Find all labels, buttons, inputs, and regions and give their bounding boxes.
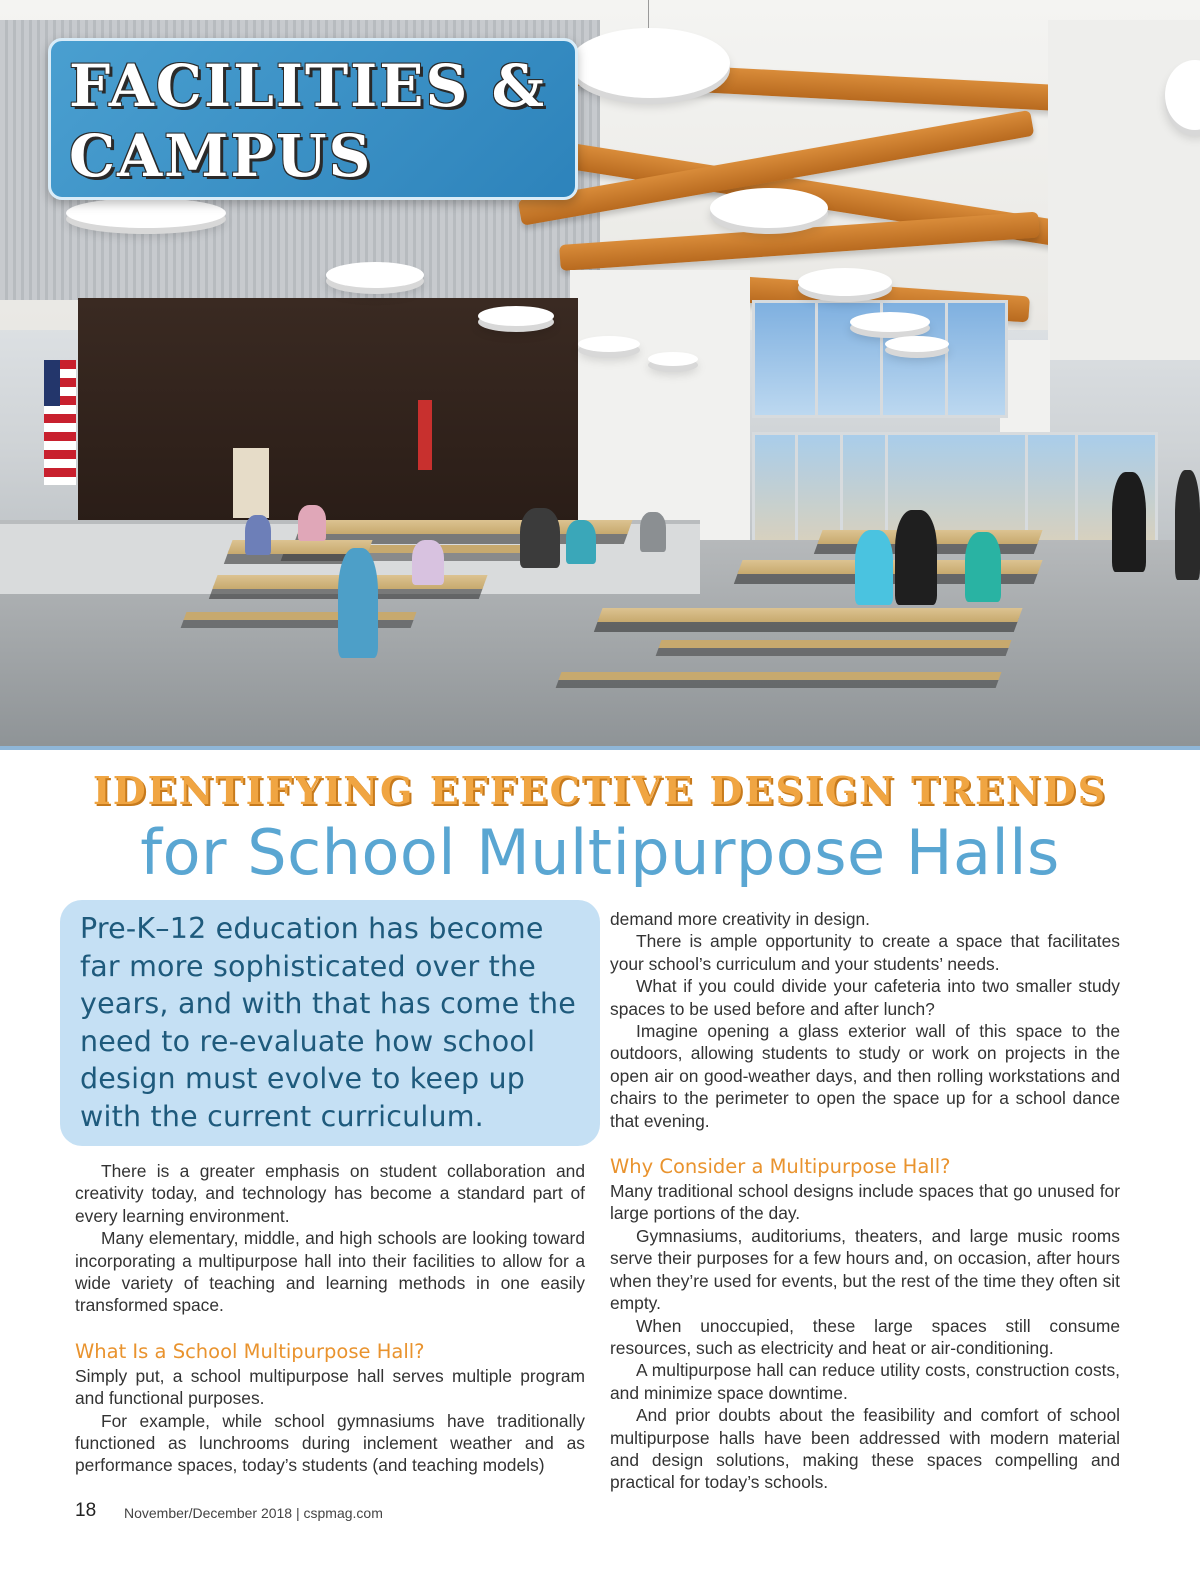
headline-title: for School Multipurpose Halls — [140, 816, 1060, 889]
body-paragraph: There is a greater emphasis on student collaboration and creativity today, and technology has become a standard part of every learning environment. — [75, 1161, 585, 1226]
body-paragraph: There is ample opportunity to create a space that facilitates your school’s curriculum and your students’ needs. — [610, 931, 1120, 974]
state-flag — [418, 400, 432, 470]
student — [855, 530, 893, 605]
stage — [78, 298, 578, 523]
body-paragraph: Gymnasiums, auditoriums, theaters, and large music rooms serve their purposes for a few hours and, on occasion, after hours when they’re used for events, but the rest of the time they often sit empty. — [610, 1225, 1120, 1314]
podium — [233, 448, 269, 518]
body-paragraph: Many elementary, middle, and high schools are looking toward incorporating a multipurpose hall into their facilities to allow for a wide variety of teaching and learning methods in one easily transformed space. — [75, 1228, 585, 1316]
section-heading: Why Consider a Multipurpose Hall? — [610, 1155, 951, 1179]
pendant-lamp — [478, 306, 554, 326]
issue-footer: November/December 2018 | cspmag.com — [124, 1505, 383, 1521]
teacher — [895, 510, 937, 605]
hero-divider — [0, 746, 1200, 750]
pull-quote-text: Pre-K–12 education has become far more sophisticated over the years, and with that has come the need to re-evaluate how school design must evolve to keep up with the current curriculum. — [80, 912, 576, 1133]
student — [298, 505, 326, 541]
section-badge-line1: FACILITIES & — [69, 52, 546, 120]
pendant-lamp — [326, 262, 424, 288]
body-paragraph: Imagine opening a glass exterior wall of this space to the outdoors, allowing students to study or work on projects in the open air on good-weather days, and then rolling workstations and chairs to the perimeter to open the space up for a school dance that evening. — [610, 1021, 1120, 1131]
pendant-lamp — [578, 336, 640, 352]
pendant-lamp — [570, 28, 730, 98]
body-paragraph: For example, while school gymnasiums have traditionally functioned as lunchrooms during inclement weather and as performance spaces, today’s students (and teaching models) — [75, 1410, 585, 1476]
pendant-lamp — [648, 352, 698, 366]
body-paragraph: And prior doubts about the feasibility and comfort of school multipurpose halls have been addressed with modern material and design solutions, making these spaces compelling and practical for today’s schools. — [610, 1405, 1120, 1493]
student — [520, 508, 560, 568]
section-badge-line2: CAMPUS — [69, 122, 373, 190]
student — [640, 512, 666, 552]
adult — [1175, 470, 1200, 580]
student — [412, 540, 444, 585]
bench — [184, 612, 417, 620]
pendant-lamp — [66, 198, 226, 228]
bench — [659, 640, 1012, 648]
pull-quote-box — [60, 900, 600, 1146]
upper-wall — [570, 270, 750, 540]
body-paragraph: Simply put, a school multipurpose hall serves multiple program and functional purposes. — [75, 1365, 585, 1409]
section-badge-text — [69, 51, 569, 191]
section-heading: What Is a School Multipurpose Hall? — [75, 1339, 425, 1363]
adult — [1112, 472, 1146, 572]
pendant-lamp — [885, 336, 949, 352]
student — [965, 532, 1001, 602]
pendant-lamp — [710, 188, 828, 228]
pendant-lamp — [850, 312, 930, 332]
student — [245, 515, 271, 555]
body-paragraph: When unoccupied, these large spaces still consume resources, such as electricity and heat or air-conditioning. — [610, 1315, 1120, 1358]
lunch-table — [597, 608, 1022, 622]
page-number: 18 — [75, 1500, 97, 1521]
section-badge — [48, 38, 578, 200]
student — [338, 548, 378, 658]
body-column-right — [610, 908, 1120, 1494]
body-paragraph: What if you could divide your cafeteria into two smaller study spaces to be used before and after lunch? — [610, 976, 1120, 1019]
bench — [559, 672, 1002, 680]
pendant-lamp — [798, 268, 892, 296]
body-paragraph: A multipurpose hall can reduce utility costs, construction costs, and minimize space downtime. — [610, 1360, 1120, 1403]
headline-kicker: IDENTIFYING EFFECTIVE DESIGN TRENDS — [92, 768, 1108, 813]
body-paragraph: Many traditional school designs include spaces that go unused for large portions of the day. — [610, 1181, 1120, 1224]
body-column-left — [75, 1160, 585, 1477]
student — [566, 520, 596, 564]
body-paragraph: demand more creativity in design. — [610, 909, 871, 929]
flag-canton — [44, 360, 60, 406]
